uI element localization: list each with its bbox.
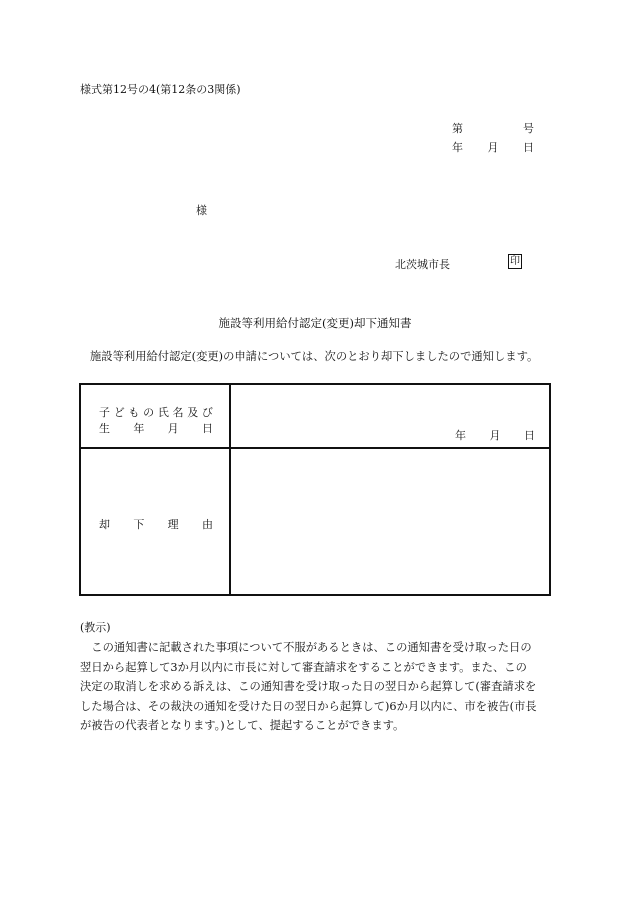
notice-line: この通知書に記載された事項について不服があるときは、この通知書を受け取った日の bbox=[80, 641, 532, 654]
label-char: 却 bbox=[99, 518, 110, 531]
label-char: も bbox=[128, 406, 140, 419]
date-year: 年 bbox=[452, 141, 463, 154]
label-char: 名 bbox=[172, 406, 184, 419]
notice-heading: (教示) bbox=[80, 621, 111, 634]
document-title: 施設等利用給付認定(変更)却下通知書 bbox=[218, 316, 412, 330]
label-char: 及 bbox=[187, 406, 199, 419]
date-day: 日 bbox=[523, 141, 534, 154]
label-char: 月 bbox=[167, 422, 179, 435]
label-char: び bbox=[201, 406, 213, 419]
birthdate-label bbox=[99, 420, 213, 436]
document-number bbox=[452, 120, 534, 136]
date-month: 月 bbox=[487, 141, 499, 154]
seal-mark: 印 bbox=[510, 256, 520, 267]
child-name-row bbox=[81, 385, 549, 449]
label-char: ど bbox=[113, 406, 125, 419]
addressee-honorific: 様 bbox=[196, 204, 207, 217]
issuer-name: 北茨城市長 bbox=[395, 258, 450, 271]
birth-month: 月 bbox=[489, 429, 501, 442]
form-number: 様式第12号の4(第12条の3関係) bbox=[80, 83, 241, 96]
doc-no-prefix: 第 bbox=[452, 122, 463, 135]
child-name-label bbox=[99, 404, 213, 420]
document-date bbox=[452, 139, 534, 155]
birth-date-field bbox=[455, 427, 535, 443]
birth-year: 年 bbox=[455, 429, 466, 442]
label-char: 年 bbox=[133, 422, 145, 435]
rejection-reason-label bbox=[99, 516, 213, 532]
notice-line: 決定の取消しを求める訴えは、この通知書を受け取った日の翌日から起算して(審査請求を bbox=[80, 680, 537, 693]
label-char: 日 bbox=[201, 422, 213, 435]
label-char: 生 bbox=[99, 422, 110, 435]
doc-no-suffix: 号 bbox=[523, 122, 534, 135]
intro-text: 施設等利用給付認定(変更)の申請については、次のとおり却下しましたので通知します。 bbox=[90, 350, 539, 363]
notice-table bbox=[79, 383, 551, 596]
column-divider bbox=[229, 385, 231, 594]
label-char: 氏 bbox=[157, 406, 169, 419]
notice-line: 翌日から起算して3か月以内に市長に対して審査請求をすることができます。また、この bbox=[80, 660, 527, 674]
notice-line: が被告の代表者となります。)として、提起することができます。 bbox=[80, 719, 405, 732]
notice-line: した場合は、その裁決の通知を受けた日の翌日から起算して)6か月以内に、市を被告(市長 bbox=[80, 699, 537, 713]
rejection-reason-row bbox=[81, 449, 549, 594]
notice-body bbox=[80, 638, 552, 736]
label-char: 子 bbox=[99, 406, 110, 419]
birth-day: 日 bbox=[524, 429, 535, 442]
label-char: の bbox=[143, 406, 155, 419]
label-char: 由 bbox=[201, 518, 213, 531]
label-char: 下 bbox=[133, 518, 145, 531]
label-char: 理 bbox=[167, 518, 179, 531]
